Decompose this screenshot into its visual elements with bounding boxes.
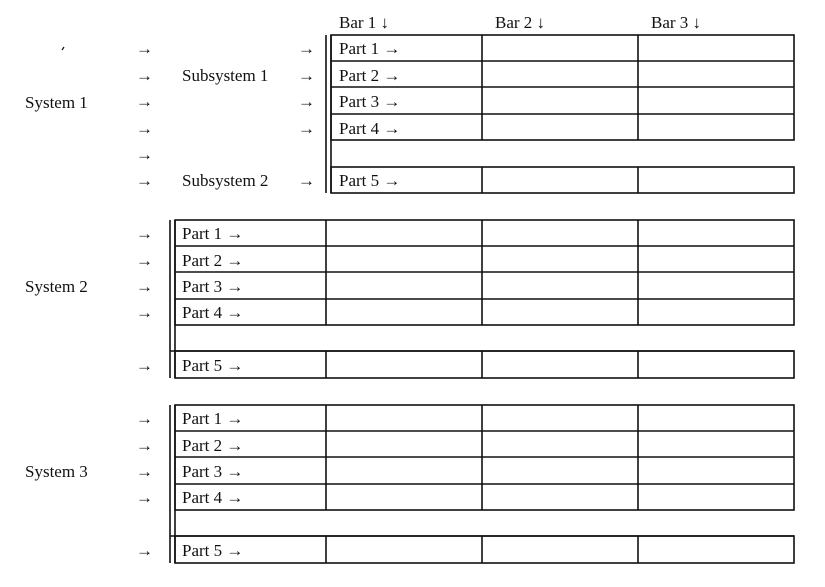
arrow-icon: →: [298, 66, 315, 85]
bar-1-header: Bar 1 ↓: [339, 13, 390, 32]
system-2-part-4: Part 4 →: [182, 303, 244, 322]
system-2-label: System 2: [25, 277, 88, 296]
arrow-icon: →: [136, 488, 153, 507]
system-3-part-2: Part 2 →: [182, 436, 244, 455]
arrow-icon: →: [136, 277, 153, 296]
arrow-icon: →: [136, 145, 153, 164]
system-2-part-5: Part 5 →: [182, 356, 244, 375]
arrow-icon: →: [136, 303, 153, 322]
system-3-part-4: Part 4 →: [182, 488, 244, 507]
arrow-icon: →: [136, 251, 153, 270]
arrow-icon: →: [136, 356, 153, 375]
arrow-icon: →: [298, 92, 315, 111]
subsystem-1-label: Subsystem 1: [182, 66, 269, 85]
bar-3-header: Bar 3 ↓: [651, 13, 702, 32]
system-3-grid: [170, 405, 794, 563]
arrow-icon: →: [298, 171, 315, 190]
bar-2-header: Bar 2 ↓: [495, 13, 546, 32]
system-3-part-5: Part 5 →: [182, 541, 244, 560]
system-1-part-4: Part 4 →: [339, 119, 401, 138]
system-1-part-3: Part 3 →: [339, 92, 401, 111]
system-1-grid: [326, 35, 794, 193]
system-3-group: [25, 405, 794, 563]
arrow-icon: →: [298, 39, 315, 58]
system-2-group: [25, 220, 794, 378]
arrow-icon: →: [136, 436, 153, 455]
arrow-icon: →: [136, 409, 153, 428]
system-1-part-5: Part 5 →: [339, 171, 401, 190]
system-1-part-1: Part 1 →: [339, 39, 401, 58]
arrow-icon: →: [136, 462, 153, 481]
system-3-part-1: Part 1 →: [182, 409, 244, 428]
system-1-group: [25, 35, 794, 193]
arrow-icon: →: [136, 39, 153, 58]
system-2-part-3: Part 3 →: [182, 277, 244, 296]
system-2-part-2: Part 2 →: [182, 251, 244, 270]
subsystem-2-label: Subsystem 2: [182, 171, 269, 190]
arrow-icon: →: [136, 541, 153, 560]
system-2-grid: [170, 220, 794, 378]
arrow-icon: →: [298, 119, 315, 138]
system-3-part-3: Part 3 →: [182, 462, 244, 481]
system-1-label: System 1: [25, 93, 88, 112]
system-1-part-2: Part 2 →: [339, 66, 401, 85]
system-3-label: System 3: [25, 462, 88, 481]
arrow-icon: →: [136, 224, 153, 243]
arrow-icon: →: [136, 171, 153, 190]
stray-tick-mark: [62, 47, 64, 50]
arrow-icon: →: [136, 119, 153, 138]
system-2-part-1: Part 1 →: [182, 224, 244, 243]
arrow-icon: →: [136, 66, 153, 85]
arrow-icon: →: [136, 92, 153, 111]
